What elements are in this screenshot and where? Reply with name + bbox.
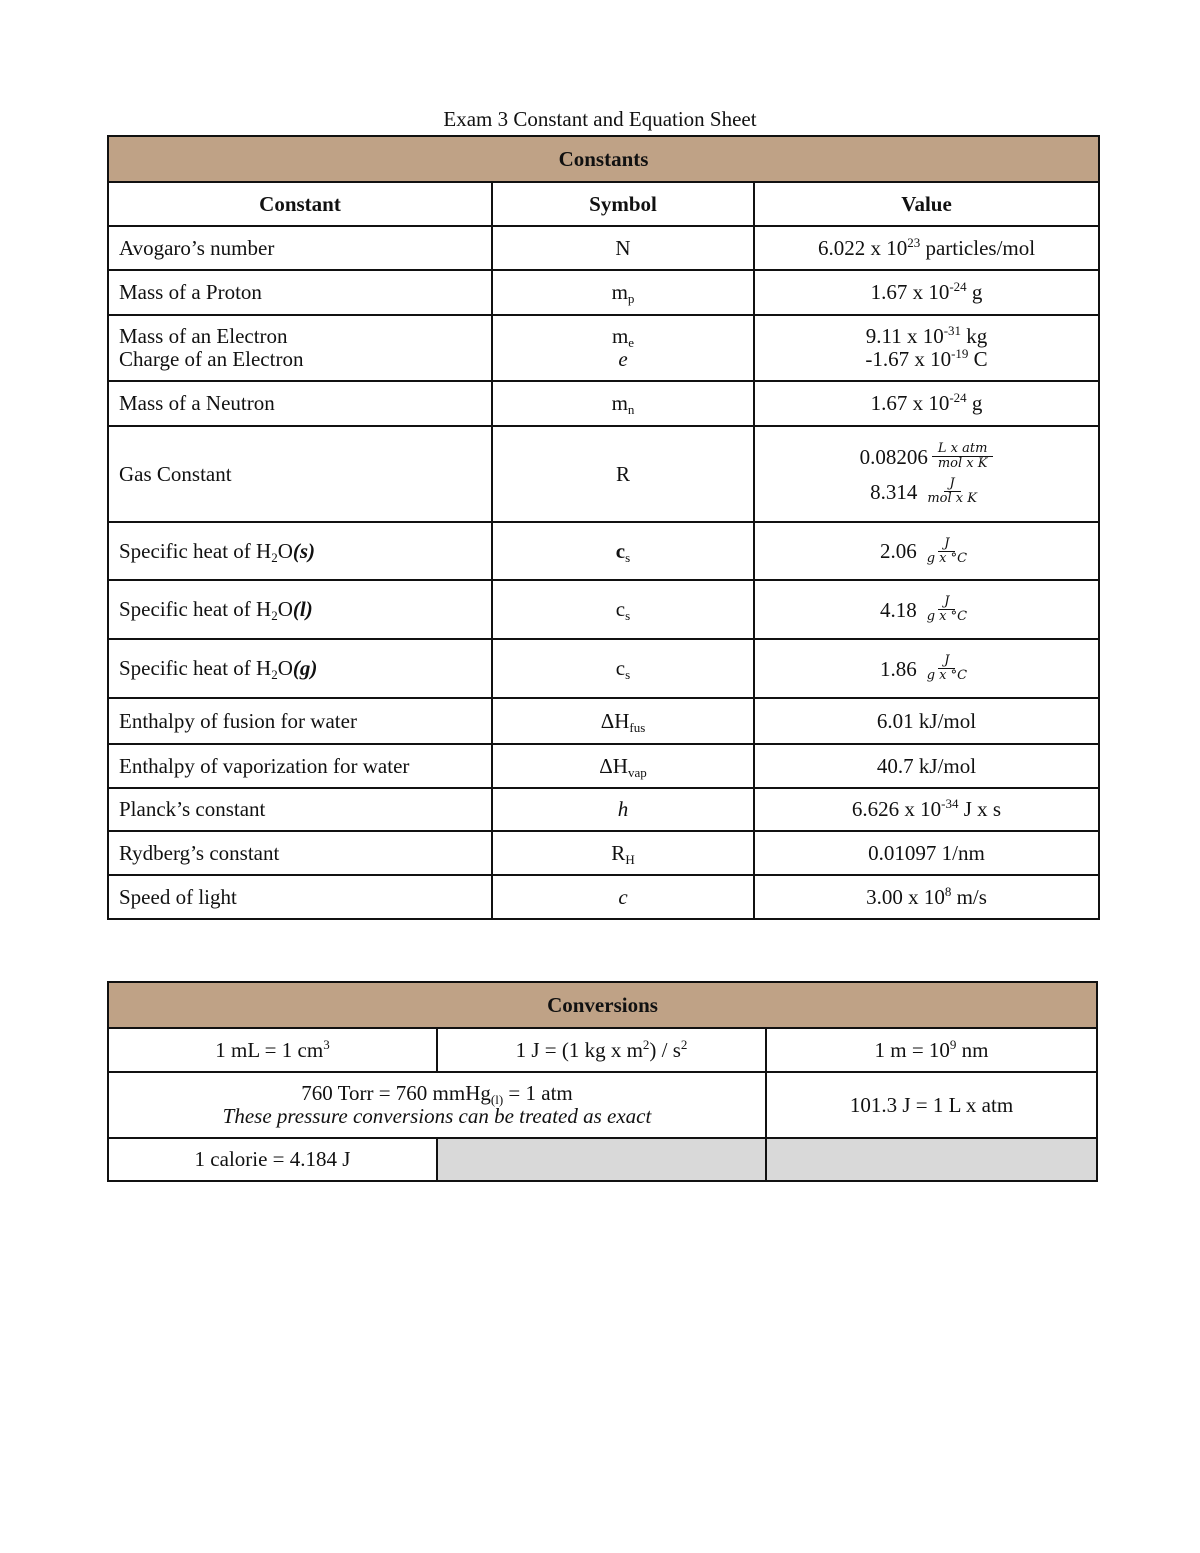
conversions-section-title: Conversions <box>108 982 1097 1028</box>
table-row-specific-heat-solid <box>108 522 1099 580</box>
constant-value: 6.022 x $10^{23}$ particles/mol <box>754 226 1099 270</box>
constant-name: Specific heat of $H_2O(l)$ <box>108 580 492 639</box>
constant-value: 0.08206 $\frac{\text{L x atm}}{\text{mol x K}}$ 8.314 $\frac{J}{\text{mol x K}}$ <box>754 426 1099 522</box>
constant-symbol: $c_s$ <box>492 639 754 698</box>
constant-symbol: $c_s$ <box>492 522 754 580</box>
constant-name: Planck’s constant <box>108 788 492 831</box>
conversion-row-1 <box>108 1028 1097 1072</box>
constant-value: 1.86 $\frac{J}{\text{g x °C}}$ <box>754 639 1099 698</box>
constant-symbol: $\Delta H_{fus}$ <box>492 698 754 744</box>
constant-symbol: N <box>492 226 754 270</box>
constant-value: 2.06 $\frac{J}{\text{g x °C}}$ <box>754 522 1099 580</box>
constant-name: Gas Constant <box>108 426 492 522</box>
table-row-rydberg <box>108 831 1099 875</box>
constant-name: Specific heat of $H_2O(g)$ <box>108 639 492 698</box>
constant-value: 40.7 kJ/mol <box>754 744 1099 788</box>
conversion-ml-cm3: 1 mL = 1 $cm^3$ <box>108 1028 437 1072</box>
constant-name: Mass of an Electron Charge of an Electron <box>108 315 492 381</box>
table-row-electron <box>108 315 1099 381</box>
table-row-avogadro <box>108 226 1099 270</box>
constant-symbol: $m_e$ e <box>492 315 754 381</box>
constant-name: Enthalpy of vaporization for water <box>108 744 492 788</box>
conversion-row-2 <box>108 1072 1097 1138</box>
constant-name: Specific heat of $H_2O(s)$ <box>108 522 492 580</box>
constant-value: 1.67 x $10^{-24}$ g <box>754 381 1099 426</box>
constant-symbol: c <box>492 875 754 919</box>
constant-symbol: h <box>492 788 754 831</box>
conversion-pressure: 760 Torr = 760 mmHg$_{(l)}$ = 1 atm These pressure conversions can be treated as exact <box>108 1072 766 1138</box>
conversions-table <box>107 981 1098 1182</box>
constant-value: 6.01 kJ/mol <box>754 698 1099 744</box>
constant-name: Avogaro’s number <box>108 226 492 270</box>
constants-header-row <box>108 182 1099 226</box>
constants-section-title: Constants <box>108 136 1099 182</box>
header-symbol: Symbol <box>492 182 754 226</box>
conversion-calorie: 1 calorie = 4.184 J <box>108 1138 437 1181</box>
pressure-note: These pressure conversions can be treated as exact <box>222 1104 652 1128</box>
conversion-joule: 1 J = (1 kg x $m^2) / s^2$ <box>437 1028 766 1072</box>
empty-cell <box>766 1138 1097 1181</box>
page-title: Exam 3 Constant and Equation Sheet <box>443 107 757 131</box>
header-value: Value <box>754 182 1099 226</box>
constant-name: Mass of a Neutron <box>108 381 492 426</box>
table-row-enthalpy-fusion <box>108 698 1099 744</box>
constant-symbol: $c_s$ <box>492 580 754 639</box>
constant-symbol: $m_n$ <box>492 381 754 426</box>
constant-value: 0.01097 1/nm <box>754 831 1099 875</box>
conversion-row-3 <box>108 1138 1097 1181</box>
constant-name: Rydberg’s constant <box>108 831 492 875</box>
table-row-neutron <box>108 381 1099 426</box>
table-row-gas-constant <box>108 426 1099 522</box>
constant-value: 1.67 x $10^{-24}$ g <box>754 270 1099 315</box>
constant-name: Mass of a Proton <box>108 270 492 315</box>
constants-table <box>107 135 1100 920</box>
constant-value: 3.00 x $10^8$ m/s <box>754 875 1099 919</box>
constant-name: Speed of light <box>108 875 492 919</box>
conversion-liter-atm: 101.3 J = 1 L x atm <box>766 1072 1097 1138</box>
table-row-enthalpy-vaporization <box>108 744 1099 788</box>
table-row-proton <box>108 270 1099 315</box>
table-row-specific-heat-liquid <box>108 580 1099 639</box>
constant-symbol: R <box>492 426 754 522</box>
header-constant: Constant <box>108 182 492 226</box>
constant-value: 4.18 $\frac{J}{\text{g x °C}}$ <box>754 580 1099 639</box>
constant-name: Enthalpy of fusion for water <box>108 698 492 744</box>
constant-symbol: $m_p$ <box>492 270 754 315</box>
constant-symbol: $R_H$ <box>492 831 754 875</box>
constant-value: 9.11 x $10^{-31}$ kg -1.67 x $10^{-19}$ C <box>754 315 1099 381</box>
conversion-meter-nm: 1 $m = 10^9$ nm <box>766 1028 1097 1072</box>
table-row-speed-of-light <box>108 875 1099 919</box>
empty-cell <box>437 1138 766 1181</box>
table-row-planck <box>108 788 1099 831</box>
constant-value: 6.626 x $10^{-34}$ J x s <box>754 788 1099 831</box>
table-row-specific-heat-gas <box>108 639 1099 698</box>
constant-symbol: $\Delta H_{vap}$ <box>492 744 754 788</box>
